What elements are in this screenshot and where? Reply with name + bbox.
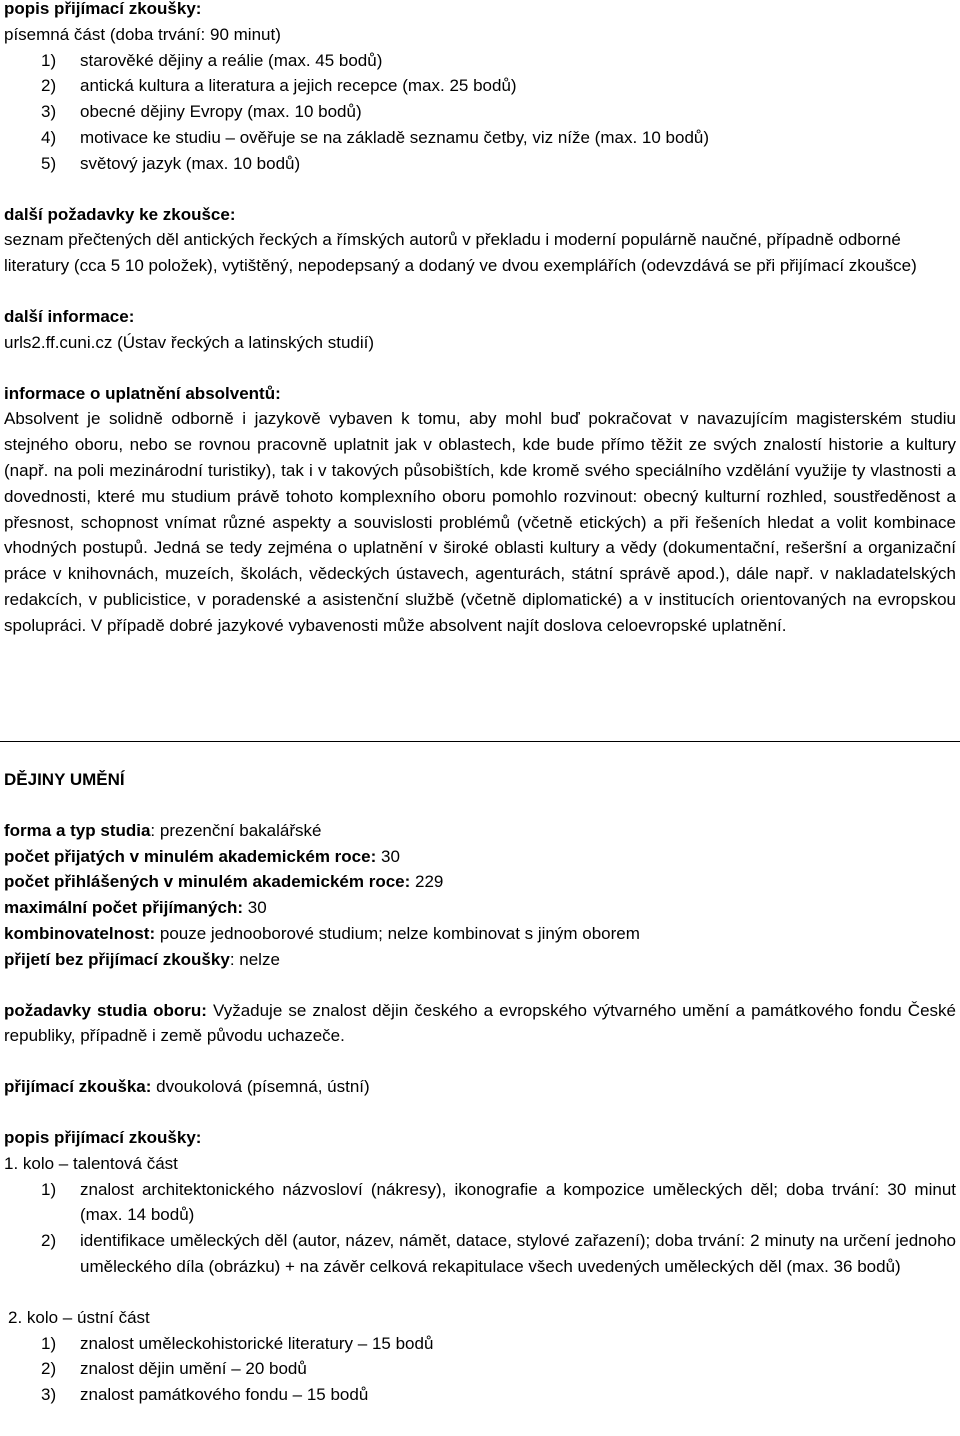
list-item: 1) znalost architektonického názvosloví (nákresy), ikonografie a kompozice uměleckých děl; doba trvání: 30 minut (max. 14 bodů): [41, 1179, 956, 1225]
list-item: 2) znalost dějin umění – 20 bodů: [41, 1359, 307, 1379]
list-item: 4) motivace ke studiu – ověřuje se na základě seznamu četby, viz níže (max. 10 bodů): [41, 127, 710, 147]
other-requirements-heading: další požadavky ke zkoušce:: [4, 204, 236, 224]
graduates-text: Absolvent je solidně odborně i jazykově vybaven k tomu, aby mohl buď pokračovat v navazujícím magisterském studiu stejného oboru, nebo se rovnou pracovně uplatnit jak v oblastech, kde bude přímo těžit ze svých znalostí historie a kultury (např. na poli mezinárodní turistiky), tak i v takových působištích, kde kromě svého speciálního vzdělání využije ty vlastnosti a dovednosti, které mu studium právě tohoto komplexního oboru pomohlo rozvinout: obecný kulturní rozhled, soustředěnost a přesnost, schopnost vnímat různé aspekty a souvislosti problémů (včetně etických) a při řešeních hledat a volit kombinace vhodných postupů. Jedná se tedy zejména o uplatnění v široké oblasti kultury a vědy (dokumentační, rešeršní a organizační práce v knihovnách, muzeích, školách, vědeckých ústavech, agenturách, státní správě apod.), dále např. v nakladatelských redakcích, v publicistice, v poradenské a asistenční službě (včetně diplomatické) a v institucích orientovaných na evropskou spolupráci. V případě dobré jazykové vybavenosti může absolvent najít doslova celoevropské uplatnění.: [4, 409, 956, 635]
list-item: 5) světový jazyk (max. 10 bodů): [41, 153, 301, 173]
fact-line: maximální počet přijímaných: 30: [4, 898, 267, 918]
section-divider: [0, 741, 960, 742]
section-title: DĚJINY UMĚNÍ: [4, 770, 125, 789]
list-item: 3) obecné dějiny Evropy (max. 10 bodů): [41, 102, 362, 122]
round2-title: 2. kolo – ústní část: [8, 1307, 150, 1327]
fact-line: kombinovatelnost: pouze jednooborové studium; nelze kombinovat s jiným oborem: [4, 923, 640, 943]
fact-line: forma a typ studia: prezenční bakalářské: [4, 820, 322, 840]
exam-type-line: přijímací zkouška: dvoukolová (písemná, ústní): [4, 1077, 370, 1097]
round1-list: [4, 1177, 956, 1280]
list-item: 2) antická kultura a literatura a jejich recepce (max. 25 bodů): [41, 76, 517, 96]
round2-list: [4, 1331, 956, 1408]
list-item: 3) znalost památkového fondu – 15 bodů: [41, 1385, 369, 1405]
exam-description-heading: popis přijímací zkoušky:: [4, 1127, 202, 1147]
written-part-line: písemná část (doba trvání: 90 minut): [4, 24, 281, 44]
more-info-text: urls2.ff.cuni.cz (Ústav řeckých a latinských studií): [4, 332, 375, 352]
art-history-section: [4, 767, 956, 1408]
list-item: 1) starověké dějiny a reálie (max. 45 bodů): [41, 50, 383, 70]
other-requirements-text: seznam přečtených děl antických řeckých a římských autorů v překladu i moderní populárně naučné, případně odborné literatury (cca 5 10 položek), vytištěný, nepodepsaný a dodaný ve dvou exemplářích (odevzdává se při přijímací zkoušce): [4, 230, 917, 276]
exam-description-heading: popis přijímací zkoušky:: [4, 0, 202, 18]
more-info-heading: další informace:: [4, 306, 135, 326]
graduates-heading: informace o uplatnění absolventů:: [4, 383, 281, 403]
document-page: [4, 0, 956, 639]
written-items-list: [4, 48, 956, 177]
fact-line: počet přijatých v minulém akademickém roce: 30: [4, 846, 400, 866]
requirements-paragraph: požadavky studia oboru: Vyžaduje se znalost dějin českého a evropského výtvarného umění a památkového fondu České republiky, případně i země původu uchazeče.: [4, 1000, 956, 1046]
fact-line: přijetí bez přijímací zkoušky: nelze: [4, 949, 280, 969]
list-item: 1) znalost uměleckohistorické literatury – 15 bodů: [41, 1333, 434, 1353]
fact-line: počet přihlášených v minulém akademickém roce: 229: [4, 872, 444, 892]
round1-title: 1. kolo – talentová část: [4, 1153, 178, 1173]
list-item: 2) identifikace uměleckých děl (autor, název, námět, datace, stylové zařazení); doba trvání: 2 minuty na určení jednoho uměleckého díla (obrázku) + na závěr celková rekapitulace všech uvedených uměleckých děl (max. 36 bodů): [41, 1231, 956, 1276]
